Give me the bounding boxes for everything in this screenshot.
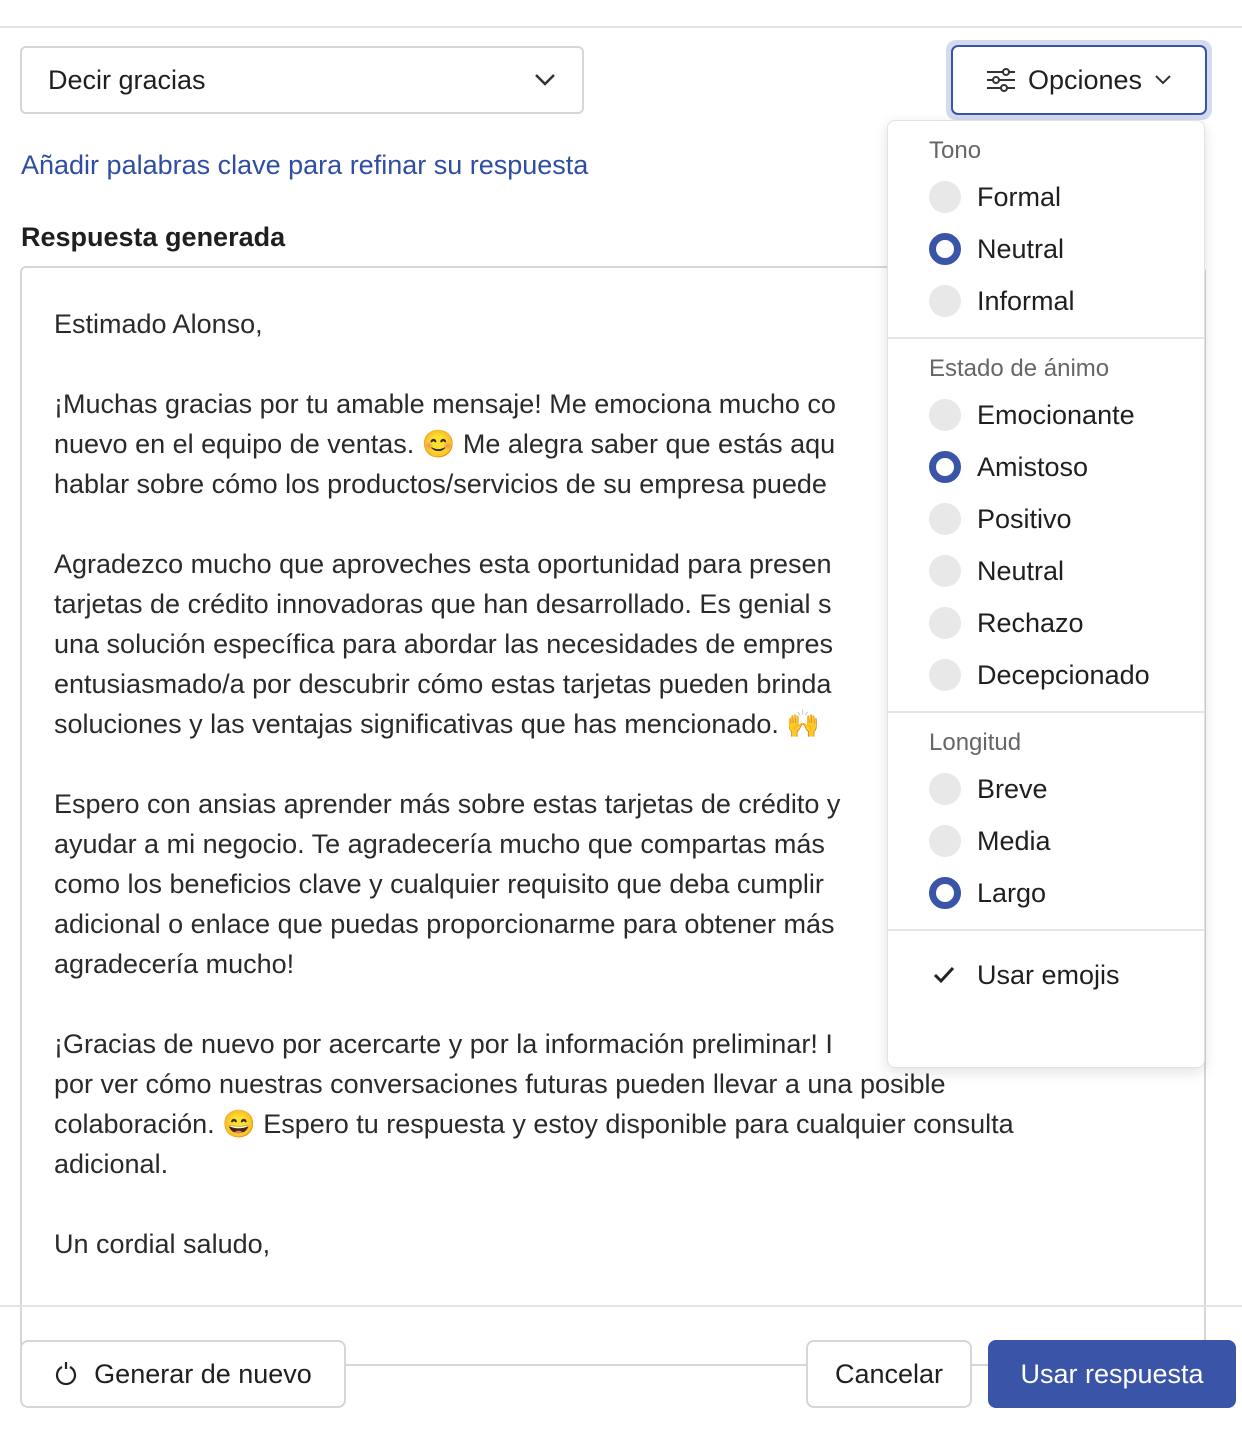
response-line: nuevo en el equipo de ventas. 😊 Me alegra saber que estás aqu bbox=[54, 429, 836, 459]
radio-option[interactable] bbox=[888, 441, 1204, 493]
radio-unselected-icon[interactable] bbox=[929, 285, 961, 317]
menu-section bbox=[888, 713, 1204, 931]
radio-option[interactable] bbox=[888, 649, 1204, 701]
radio-option[interactable] bbox=[888, 275, 1204, 327]
radio-unselected-icon[interactable] bbox=[929, 555, 961, 587]
radio-option-label: Largo bbox=[977, 877, 1047, 908]
response-line: Estimado Alonso, bbox=[54, 309, 263, 339]
options-menu bbox=[887, 120, 1205, 1068]
response-line: soluciones y las ventajas significativas que has mencionado. 🙌 bbox=[54, 709, 821, 739]
radio-option-label: Emocionante bbox=[977, 399, 1135, 430]
chevron-down-icon bbox=[534, 73, 556, 87]
menu-section-title: Tono bbox=[929, 137, 982, 164]
menu-section bbox=[888, 931, 1204, 1019]
radio-selected-icon[interactable] bbox=[929, 233, 961, 265]
radio-unselected-icon[interactable] bbox=[929, 181, 961, 213]
refresh-icon bbox=[54, 1361, 78, 1387]
radio-unselected-icon[interactable] bbox=[929, 825, 961, 857]
template-select-value: Decir gracias bbox=[48, 64, 206, 95]
response-line: colaboración. 😄 Espero tu respuesta y estoy disponible para cualquier consulta bbox=[54, 1109, 1014, 1139]
response-line: Un cordial saludo, bbox=[54, 1229, 271, 1259]
menu-section bbox=[888, 121, 1204, 339]
chevron-down-icon bbox=[1154, 74, 1172, 86]
menu-section-title: Longitud bbox=[929, 729, 1022, 756]
response-line: entusiasmado/a por descubrir cómo estas tarjetas pueden brinda bbox=[54, 669, 832, 699]
radio-option[interactable] bbox=[888, 223, 1204, 275]
sliders-icon bbox=[986, 67, 1016, 93]
menu-section-title: Estado de ánimo bbox=[929, 355, 1110, 382]
radio-option-label: Media bbox=[977, 825, 1051, 856]
radio-selected-icon[interactable] bbox=[929, 451, 961, 483]
radio-unselected-icon[interactable] bbox=[929, 399, 961, 431]
checkmark-icon bbox=[929, 963, 961, 987]
response-line: como los beneficios clave y cualquier requisito que deba cumplir bbox=[54, 869, 824, 899]
radio-option-label: Rechazo bbox=[977, 607, 1084, 638]
radio-option-label: Positivo bbox=[977, 503, 1072, 534]
options-button-label: Opciones bbox=[1027, 64, 1143, 95]
top-divider bbox=[0, 26, 1242, 28]
radio-option[interactable] bbox=[888, 867, 1204, 919]
radio-option[interactable] bbox=[888, 171, 1204, 223]
response-line: adicional. bbox=[54, 1149, 169, 1179]
options-button-focus-ring bbox=[946, 40, 1212, 120]
radio-selected-icon[interactable] bbox=[929, 877, 961, 909]
menu-section bbox=[888, 339, 1204, 713]
radio-option[interactable] bbox=[888, 815, 1204, 867]
response-line bbox=[54, 1184, 1172, 1224]
radio-option-label: Neutral bbox=[977, 233, 1065, 264]
response-line: tarjetas de crédito innovadoras que han desarrollado. Es genial s bbox=[54, 589, 832, 619]
radio-option-label: Amistoso bbox=[977, 451, 1089, 482]
radio-option-label: Formal bbox=[977, 181, 1062, 212]
generated-response-label: Respuesta generada bbox=[21, 222, 286, 252]
radio-unselected-icon[interactable] bbox=[929, 607, 961, 639]
response-line: ayudar a mi negocio. Te agradecería mucho que compartas más bbox=[54, 829, 825, 859]
radio-option[interactable] bbox=[888, 763, 1204, 815]
response-line: Agradezco mucho que aproveches esta oportunidad para presen bbox=[54, 549, 832, 579]
radio-unselected-icon[interactable] bbox=[929, 773, 961, 805]
response-line: ¡Gracias de nuevo por acercarte y por la información preliminar! I bbox=[54, 1029, 833, 1059]
use-response-button[interactable] bbox=[988, 1340, 1236, 1408]
radio-option-label: Breve bbox=[977, 773, 1048, 804]
response-line: por ver cómo nuestras conversaciones futuras pueden llevar a una posible bbox=[54, 1069, 946, 1099]
radio-option[interactable] bbox=[888, 597, 1204, 649]
response-line: Espero con ansias aprender más sobre estas tarjetas de crédito y bbox=[54, 789, 841, 819]
regenerate-button[interactable] bbox=[20, 1340, 346, 1408]
radio-unselected-icon[interactable] bbox=[929, 503, 961, 535]
radio-option[interactable] bbox=[888, 389, 1204, 441]
radio-option-label: Informal bbox=[977, 285, 1075, 316]
use-emojis-label: Usar emojis bbox=[977, 959, 1120, 990]
radio-option[interactable] bbox=[888, 545, 1204, 597]
response-line: agradecería mucho! bbox=[54, 949, 295, 979]
radio-option-label: Decepcionado bbox=[977, 659, 1150, 690]
cancel-button[interactable] bbox=[806, 1340, 972, 1408]
response-line: una solución específica para abordar las necesidades de empres bbox=[54, 629, 833, 659]
options-button[interactable] bbox=[951, 45, 1207, 115]
response-line: ¡Muchas gracias por tu amable mensaje! Me emociona mucho co bbox=[54, 389, 836, 419]
cancel-label: Cancelar bbox=[834, 1358, 944, 1389]
use-response-label: Usar respuesta bbox=[1020, 1358, 1204, 1389]
regenerate-label: Generar de nuevo bbox=[94, 1358, 312, 1389]
response-line: adicional o enlace que puedas proporcionarme para obtener más bbox=[54, 909, 835, 939]
radio-unselected-icon[interactable] bbox=[929, 659, 961, 691]
add-keywords-link[interactable]: Añadir palabras clave para refinar su respuesta bbox=[21, 150, 589, 180]
radio-option-label: Neutral bbox=[977, 555, 1065, 586]
footer-divider bbox=[0, 1305, 1242, 1307]
response-line: hablar sobre cómo los productos/servicios de su empresa puede bbox=[54, 469, 827, 499]
template-select[interactable] bbox=[20, 46, 584, 114]
use-emojis-toggle[interactable] bbox=[888, 949, 1204, 1001]
radio-option[interactable] bbox=[888, 493, 1204, 545]
